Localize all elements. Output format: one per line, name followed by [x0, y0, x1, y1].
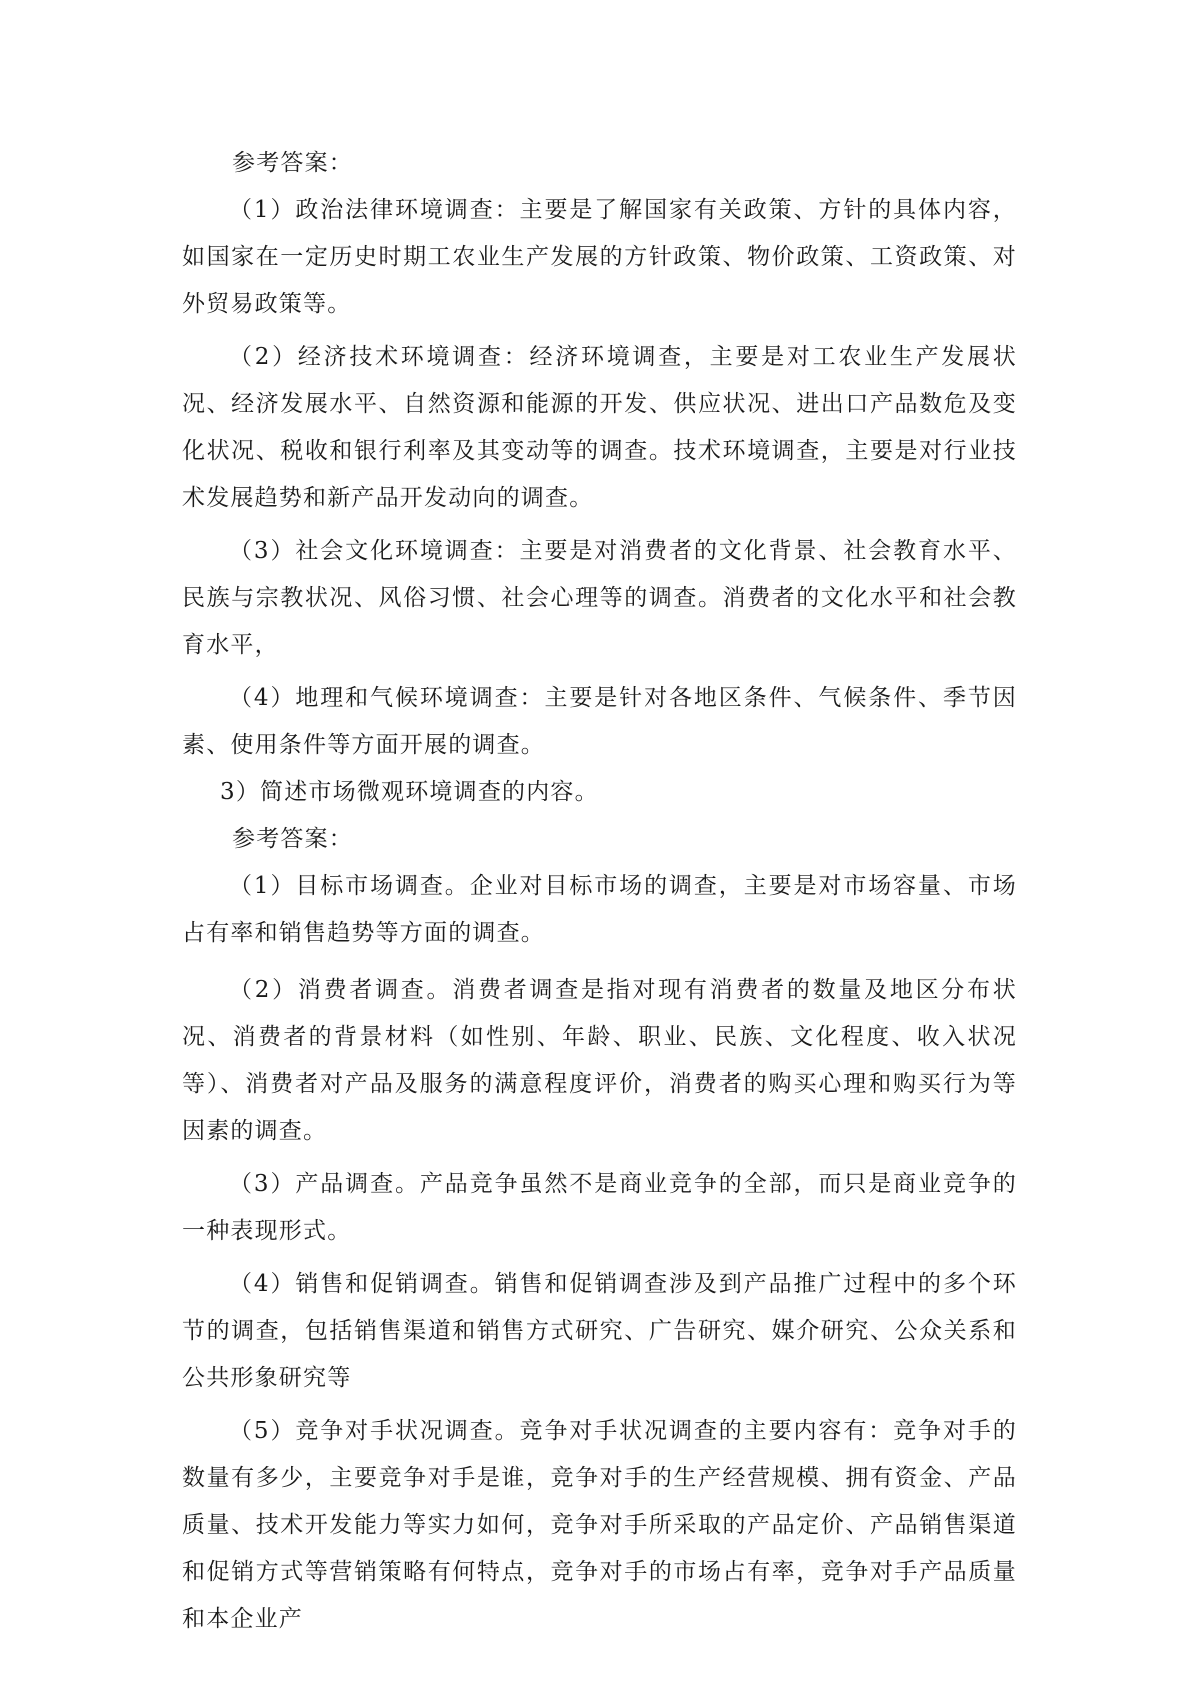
answer-item-sales-promotion: （4）销售和促销调查。销售和促销调查涉及到产品推广过程中的多个环节的调查，包括销售渠道和销售方式研究、广告研究、媒介研究、公众关系和公共形象研究等	[182, 1271, 1017, 1391]
answer-item-geography-climate: （4）地理和气候环境调查：主要是针对各地区条件、气候条件、季节因素、使用条件等方面开展的调查。	[182, 685, 1017, 758]
answer-item-competitor: （5）竞争对手状况调查。竞争对手状况调查的主要内容有：竞争对手的数量有多少，主要竞争对手是谁，竞争对手的生产经营规模、拥有资金、产品质量、技术开发能力等实力如何，竞争对手所采取的产品定价、产品销售渠道和促销方式等营销策略有何特点，竞争对手的市场占有率，竞争对手产品质量和本企业产	[182, 1418, 1017, 1632]
answer-item-economic-technical: （2）经济技术环境调查：经济环境调查，主要是对工农业生产发展状况、经济发展水平、自然资源和能源的开发、供应状况、进出口产品数危及变化状况、税收和银行利率及其变动等的调查。技术环境调查，主要是对行业技术发展趋势和新产品开发动向的调查。	[182, 344, 1017, 511]
answer-item-social-cultural: （3）社会文化环境调查：主要是对消费者的文化背景、社会教育水平、民族与宗教状况、风俗习惯、社会心理等的调查。消费者的文化水平和社会教育水平，	[182, 538, 1017, 658]
answer-item-consumer: （2）消费者调查。消费者调查是指对现有消费者的数量及地区分布状况、消费者的背景材料（如性别、年龄、职业、民族、文化程度、收入状况等）、消费者对产品及服务的满意程度评价，消费者的购买心理和购买行为等因素的调查。	[182, 977, 1017, 1144]
document-body	[182, 140, 1017, 1643]
answer-item-political-legal: （1）政治法律环境调查：主要是了解国家有关政策、方针的具体内容，如国家在一定历史时期工农业生产发展的方针政策、物价政策、工资政策、对外贸易政策等。	[182, 197, 1017, 317]
answer-item-product: （3）产品调查。产品竞争虽然不是商业竞争的全部，而只是商业竞争的一种表现形式。	[182, 1171, 1017, 1244]
answer-label-2: 参考答案：	[232, 826, 353, 852]
answer-item-target-market: （1）目标市场调查。企业对目标市场的调查，主要是对市场容量、市场占有率和销售趋势等方面的调查。	[182, 873, 1017, 946]
answer-label-1: 参考答案：	[232, 150, 353, 176]
question-3: 3）简述市场微观环境调查的内容。	[220, 779, 599, 805]
